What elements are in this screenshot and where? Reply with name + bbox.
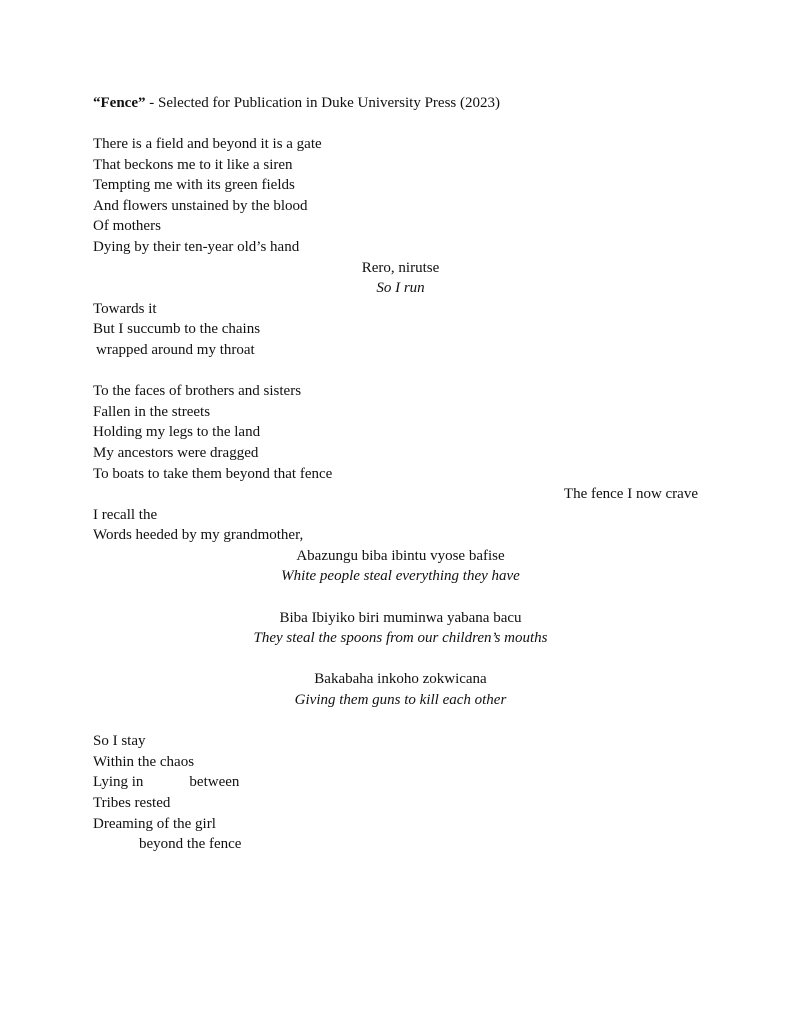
poem-line: Words heeded by my grandmother, — [93, 527, 304, 544]
poem-body — [93, 134, 698, 855]
poem-line: To the faces of brothers and sisters — [93, 383, 302, 400]
stanza-break — [93, 361, 698, 382]
poem-line-split — [93, 772, 698, 793]
poem-line: Dreaming of the girl — [93, 815, 216, 832]
poem-line: There is a field and beyond it is a gate — [93, 136, 322, 152]
poem-heading — [93, 93, 500, 113]
kirundi-line: Rero, nirutse — [361, 259, 440, 276]
stanza-break — [93, 711, 698, 732]
stanza-break — [93, 587, 698, 608]
poem-line: Of mothers — [93, 218, 161, 235]
poem-line: Within the chaos — [93, 753, 195, 770]
poem-line: And flowers unstained by the blood — [93, 197, 308, 214]
poem-line: wrapped around my throat — [96, 341, 255, 358]
kirundi-line: Biba Ibiyiko biri muminwa yabana bacu — [279, 609, 522, 626]
poem-line: I recall the — [93, 506, 158, 523]
translation-line: Giving them guns to kill each other — [294, 692, 507, 709]
poem-line: To boats to take them beyond that fence — [93, 465, 333, 482]
stanza-break — [93, 649, 698, 670]
translation-line: So I run — [376, 280, 425, 297]
kirundi-line: Bakabaha inkoho zokwicana — [314, 671, 487, 688]
poem-line: Towards it — [93, 300, 157, 317]
poem-line: Holding my legs to the land — [93, 424, 261, 441]
poem-line: Tribes rested — [93, 795, 171, 811]
poem-line-right: The fence I now crave — [563, 486, 698, 503]
poem-line: beyond the fence — [139, 836, 242, 853]
translation-line: They steal the spoons from our children’s mouths — [253, 630, 548, 647]
translation-line: White people steal everything they have — [281, 568, 520, 585]
poem-line: Dying by their ten-year old’s hand — [93, 238, 300, 255]
poem-line-part: between — [189, 774, 240, 791]
poem-line: Tempting me with its green fields — [93, 177, 295, 194]
poem-subtitle: - Selected for Publication in Duke University Press (2023) — [145, 95, 500, 111]
poem-line: That beckons me to it like a siren — [93, 156, 293, 173]
poem-line-part: Lying in — [93, 774, 144, 791]
poem-line: My ancestors were dragged — [93, 444, 259, 461]
poem-line: But I succumb to the chains — [93, 321, 261, 338]
kirundi-line: Abazungu biba ibintu vyose bafise — [296, 547, 505, 564]
poem-title: “Fence” — [93, 95, 146, 111]
poem-line: So I stay — [93, 733, 146, 750]
poem-line: Fallen in the streets — [93, 403, 211, 420]
